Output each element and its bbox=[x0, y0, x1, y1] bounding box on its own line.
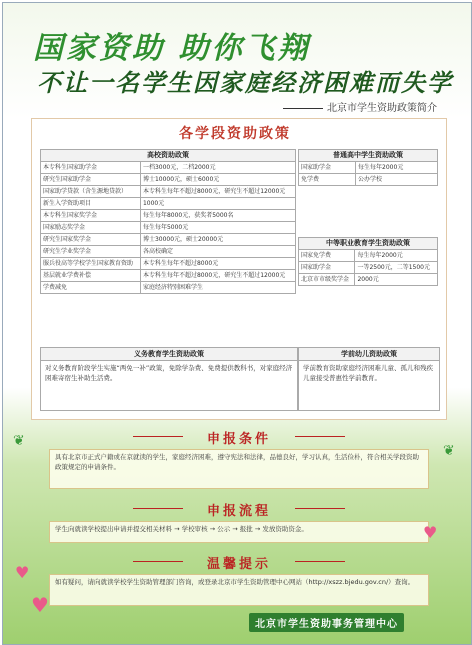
vocational-item: 国家助学金 bbox=[299, 262, 355, 274]
high-school-amount: 公办学校 bbox=[356, 174, 438, 186]
section-body-process: 学生向就读学校提出申请并提交相关材料 → 学校审核 → 公示 → 报批 → 发放资助资金。 bbox=[49, 521, 429, 543]
high-school-item: 免学费 bbox=[299, 174, 356, 186]
higher-ed-row bbox=[41, 162, 296, 174]
higher-ed-item: 服兵役高等学校学生国家教育资助 bbox=[41, 258, 141, 270]
higher-ed-amount: 家庭经济特别困难学生 bbox=[140, 282, 295, 294]
section-title-tips: 温馨提示 bbox=[189, 553, 289, 571]
higher-ed-amount: 每生每年8000元，获奖者5000名 bbox=[140, 210, 295, 222]
higher-ed-row bbox=[41, 222, 296, 234]
higher-ed-row bbox=[41, 234, 296, 246]
policy-card bbox=[31, 118, 447, 420]
poster bbox=[2, 2, 472, 645]
higher-ed-item: 新生入学资助项目 bbox=[41, 198, 141, 210]
vocational-row bbox=[299, 274, 438, 286]
high-school-amount: 每生每年2000元 bbox=[356, 162, 438, 174]
higher-ed-amount: 本专科生每年不超过8000元，研究生不超过12000元 bbox=[140, 186, 295, 198]
higher-ed-amount: 博士10000元，硕士6000元 bbox=[140, 174, 295, 186]
higher-ed-row bbox=[41, 174, 296, 186]
vocational-row bbox=[299, 250, 438, 262]
section-title-conditions: 申报条件 bbox=[189, 428, 289, 446]
footer-org: 北京市学生资助事务管理中心 bbox=[249, 613, 404, 632]
compulsory-text: 对义务教育阶段学生实施“两免一补”政策，免除学杂费、免费提供教科书，对家庭经济困难寄宿生补助生活费。 bbox=[45, 364, 293, 382]
high-school-heading: 普通高中学生资助政策 bbox=[299, 150, 438, 162]
high-school-table bbox=[298, 149, 438, 186]
higher-ed-item: 国家励志奖学金 bbox=[41, 222, 141, 234]
preschool-box bbox=[298, 347, 440, 411]
higher-ed-amount: 每生每年5000元 bbox=[140, 222, 295, 234]
poster-subtitle: 北京市学生资助政策简介 bbox=[283, 99, 437, 114]
vocational-amount: 2000元 bbox=[355, 274, 438, 286]
higher-ed-amount: 本专科生每年不超过8000元 bbox=[140, 258, 295, 270]
higher-ed-item: 本专科生国家奖学金 bbox=[41, 210, 141, 222]
vocational-item: 北京市市级奖学金 bbox=[299, 274, 355, 286]
higher-ed-row bbox=[41, 246, 296, 258]
preschool-heading: 学前幼儿资助政策 bbox=[299, 348, 439, 361]
vocational-amount: 一等2500元，二等1500元 bbox=[355, 262, 438, 274]
higher-ed-item: 学费减免 bbox=[41, 282, 141, 294]
higher-ed-item: 研究生国家助学金 bbox=[41, 174, 141, 186]
vocational-amount: 每生每年2000元 bbox=[355, 250, 438, 262]
vocational-item: 国家免学费 bbox=[299, 250, 355, 262]
high-school-item: 国家助学金 bbox=[299, 162, 356, 174]
higher-ed-heading: 高校资助政策 bbox=[41, 150, 296, 162]
higher-ed-row bbox=[41, 270, 296, 282]
heart-icon: ♥ bbox=[15, 563, 30, 582]
higher-ed-row bbox=[41, 198, 296, 210]
poster-title: 国家资助 助你飞翔 bbox=[33, 31, 311, 66]
higher-ed-item: 研究生国家奖学金 bbox=[41, 234, 141, 246]
heart-icon: ♥ bbox=[31, 593, 49, 617]
poster-slogan: 不让一名学生因家庭经济困难而失学 bbox=[37, 68, 453, 97]
vocational-table bbox=[298, 237, 438, 286]
higher-ed-amount: 1000元 bbox=[140, 198, 295, 210]
higher-ed-amount: 各高校确定 bbox=[140, 246, 295, 258]
section-body-tips: 如有疑问，请向就读学校学生资助管理部门咨询，或登录北京市学生资助管理中心网站（http://xszz.bjedu.gov.cn/）查询。 bbox=[49, 574, 429, 606]
higher-ed-amount: 博士30000元，硕士20000元 bbox=[140, 234, 295, 246]
higher-ed-row bbox=[41, 186, 296, 198]
higher-ed-item: 国家助学贷款（含生源地贷款） bbox=[41, 186, 141, 198]
higher-ed-item: 基层就业学费补偿 bbox=[41, 270, 141, 282]
higher-ed-amount: 一档3000元，二档2000元 bbox=[140, 162, 295, 174]
high-school-row bbox=[299, 174, 438, 186]
higher-ed-table bbox=[40, 149, 296, 294]
high-school-row bbox=[299, 162, 438, 174]
heart-icon: ♥ bbox=[423, 523, 438, 542]
preschool-text: 学前教育资助家庭经济困难儿童、孤儿和残疾儿童接受普惠性学前教育。 bbox=[303, 364, 433, 382]
policy-card-title: 各学段资助政策 bbox=[179, 126, 291, 142]
higher-ed-row bbox=[41, 282, 296, 294]
higher-ed-item: 本专科生国家助学金 bbox=[41, 162, 141, 174]
section-body-conditions: 具有北京市正式户籍或在京就读的学生，家庭经济困难，遵守宪法和法律，品德良好，学习认真，生活俭朴，符合相关学段资助政策规定的申请条件。 bbox=[49, 449, 429, 489]
compulsory-heading: 义务教育学生资助政策 bbox=[41, 348, 297, 361]
higher-ed-amount: 本专科生每年不超过8000元，研究生不超过12000元 bbox=[140, 270, 295, 282]
leaf-icon: ❦ bbox=[443, 443, 455, 459]
leaf-icon: ❦ bbox=[13, 433, 25, 449]
compulsory-box bbox=[40, 347, 298, 411]
vocational-row bbox=[299, 262, 438, 274]
vocational-heading: 中等职业教育学生资助政策 bbox=[299, 238, 438, 250]
higher-ed-row bbox=[41, 210, 296, 222]
higher-ed-item: 研究生学业奖学金 bbox=[41, 246, 141, 258]
section-title-process: 申报流程 bbox=[189, 500, 289, 518]
higher-ed-row bbox=[41, 258, 296, 270]
